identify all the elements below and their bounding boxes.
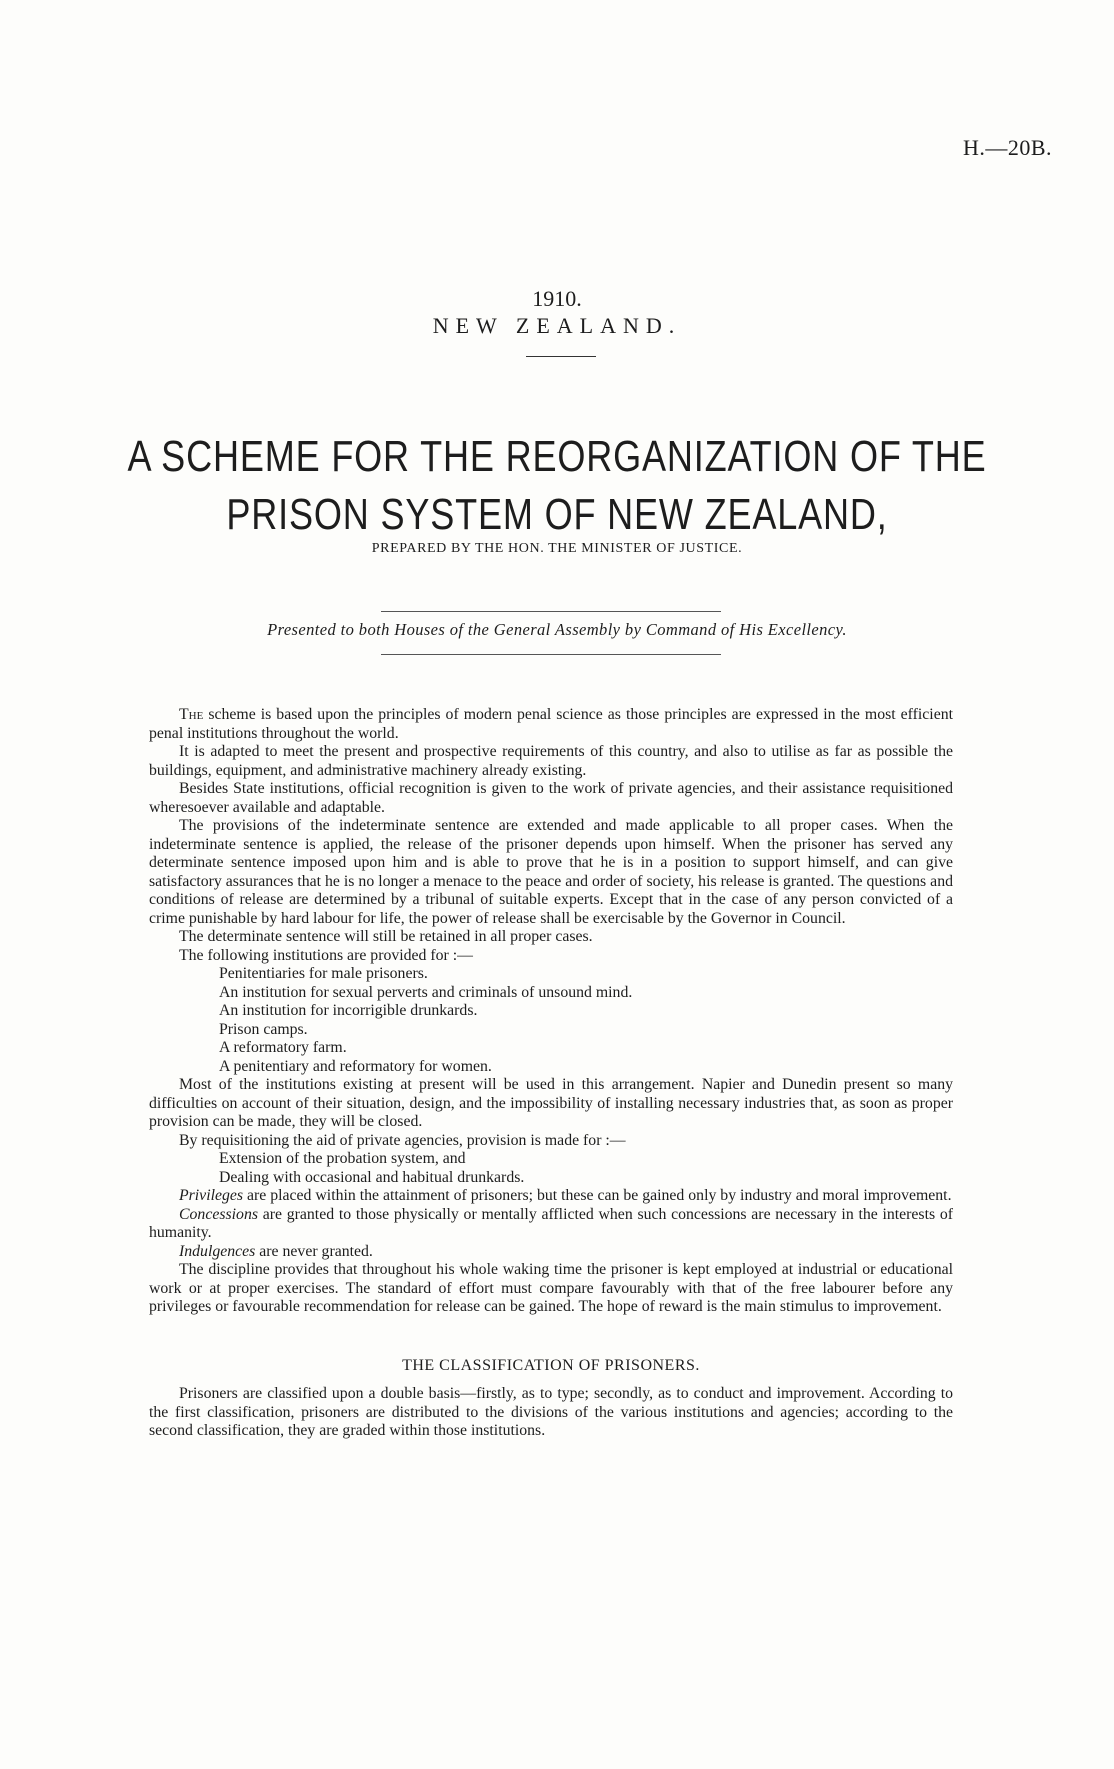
paragraph: Besides State institutions, official recognition is given to the work of private agencies, and their assistance requisitioned wheresoever available and adaptable. <box>149 780 953 816</box>
paragraph: The discipline provides that throughout his whole waking time the prisoner is kept employed at industrial or educational work or at proper exercises. The standard of effort must compare favourably with that of the free labourer before any privileges or favourable recommendation for release can be gained. The hope of reward is the main stimulus to improvement. <box>149 1261 953 1315</box>
lead-word: The <box>179 706 204 723</box>
list-item: A reformatory farm. <box>219 1039 347 1056</box>
document-reference: H.—20B. <box>962 135 1052 160</box>
paragraph: The following institutions are provided for :— <box>179 946 473 964</box>
paragraph: Prisoners are classified upon a double basis—firstly, as to type; secondly, as to conduct and improvement. According to the first classification, prisoners are distributed to the divisions of the various institutions and agencies; according to the second classification, they are graded within those institutions. <box>149 1385 953 1439</box>
list-item: Prison camps. <box>219 1020 308 1038</box>
list-item: Penitentiaries for male prisoners. <box>219 965 428 982</box>
paragraph: The scheme is based upon the principles of modern penal science as those principles are expressed in the most efficient penal institutions throughout the world. <box>149 706 953 742</box>
country: NEW ZEALAND. <box>432 313 682 338</box>
list-item: Extension of the probation system, and <box>219 1150 466 1167</box>
document-title <box>100 428 1013 544</box>
short-rule <box>526 356 596 357</box>
paragraph: Most of the institutions existing at present will be used in this arrangement. Napier and Dunedin present so many difficulties on account of their situation, design, and the impossibility of installing necessary industries that, as soon as proper provision can be made, they will be closed. <box>149 1076 953 1130</box>
list-item: An institution for sexual perverts and criminals of unsound mind. <box>219 983 633 1001</box>
list-item: Dealing with occasional and habitual drunkards. <box>219 1168 525 1186</box>
title-line-2: PRISON SYSTEM OF NEW ZEALAND, <box>226 490 888 539</box>
paragraph: Concessions are granted to those physically or mentally afflicted when such concessions are necessary in the interests of humanity. <box>149 1205 953 1241</box>
list-item: An institution for incorrigible drunkards. <box>219 1002 478 1019</box>
lower-rule <box>381 654 721 655</box>
body-text <box>149 706 953 1441</box>
paragraph: The determinate sentence will still be retained in all proper cases. <box>179 928 593 945</box>
year: 1910. <box>532 286 582 311</box>
paragraph: The provisions of the indeterminate sentence are extended and made applicable to all proper cases. When the indeterminate sentence is applied, the release of the prisoner depends upon himself. When the prisoner has served any determinate sentence imposed upon him and is able to prove that he is in a position to support himself, and can give satisfactory assurances that he is no longer a menace to the peace and order of society, his release is granted. The questions and conditions of release are determined by a tribunal of suitable experts. Except that in the case of any person convicted of a crime punishable by hard labour for life, the power of release shall be exercisable by the Governor in Council. <box>149 817 953 927</box>
section-heading: THE CLASSIFICATION OF PRISONERS. <box>402 1356 700 1374</box>
list-item: A penitentiary and reformatory for women. <box>219 1057 492 1075</box>
subtitle: PREPARED BY THE HON. THE MINISTER OF JUSTICE. <box>371 541 743 556</box>
paragraph: Indulgences are never granted. <box>179 1242 373 1260</box>
paragraph: It is adapted to meet the present and prospective requirements of this country, and also to utilise as far as possible the buildings, equipment, and administrative machinery already existing. <box>149 743 953 779</box>
upper-rule <box>381 611 721 612</box>
title-line-1: A SCHEME FOR THE REORGANIZATION OF THE <box>127 432 987 481</box>
paragraph: Privileges are placed within the attainment of prisoners; but these can be gained only by industry and moral improvement. <box>179 1187 952 1204</box>
paragraph: By requisitioning the aid of private agencies, provision is made for :— <box>179 1131 626 1149</box>
presented-note: Presented to both Houses of the General Assembly by Command of His Excellency. <box>267 620 847 639</box>
